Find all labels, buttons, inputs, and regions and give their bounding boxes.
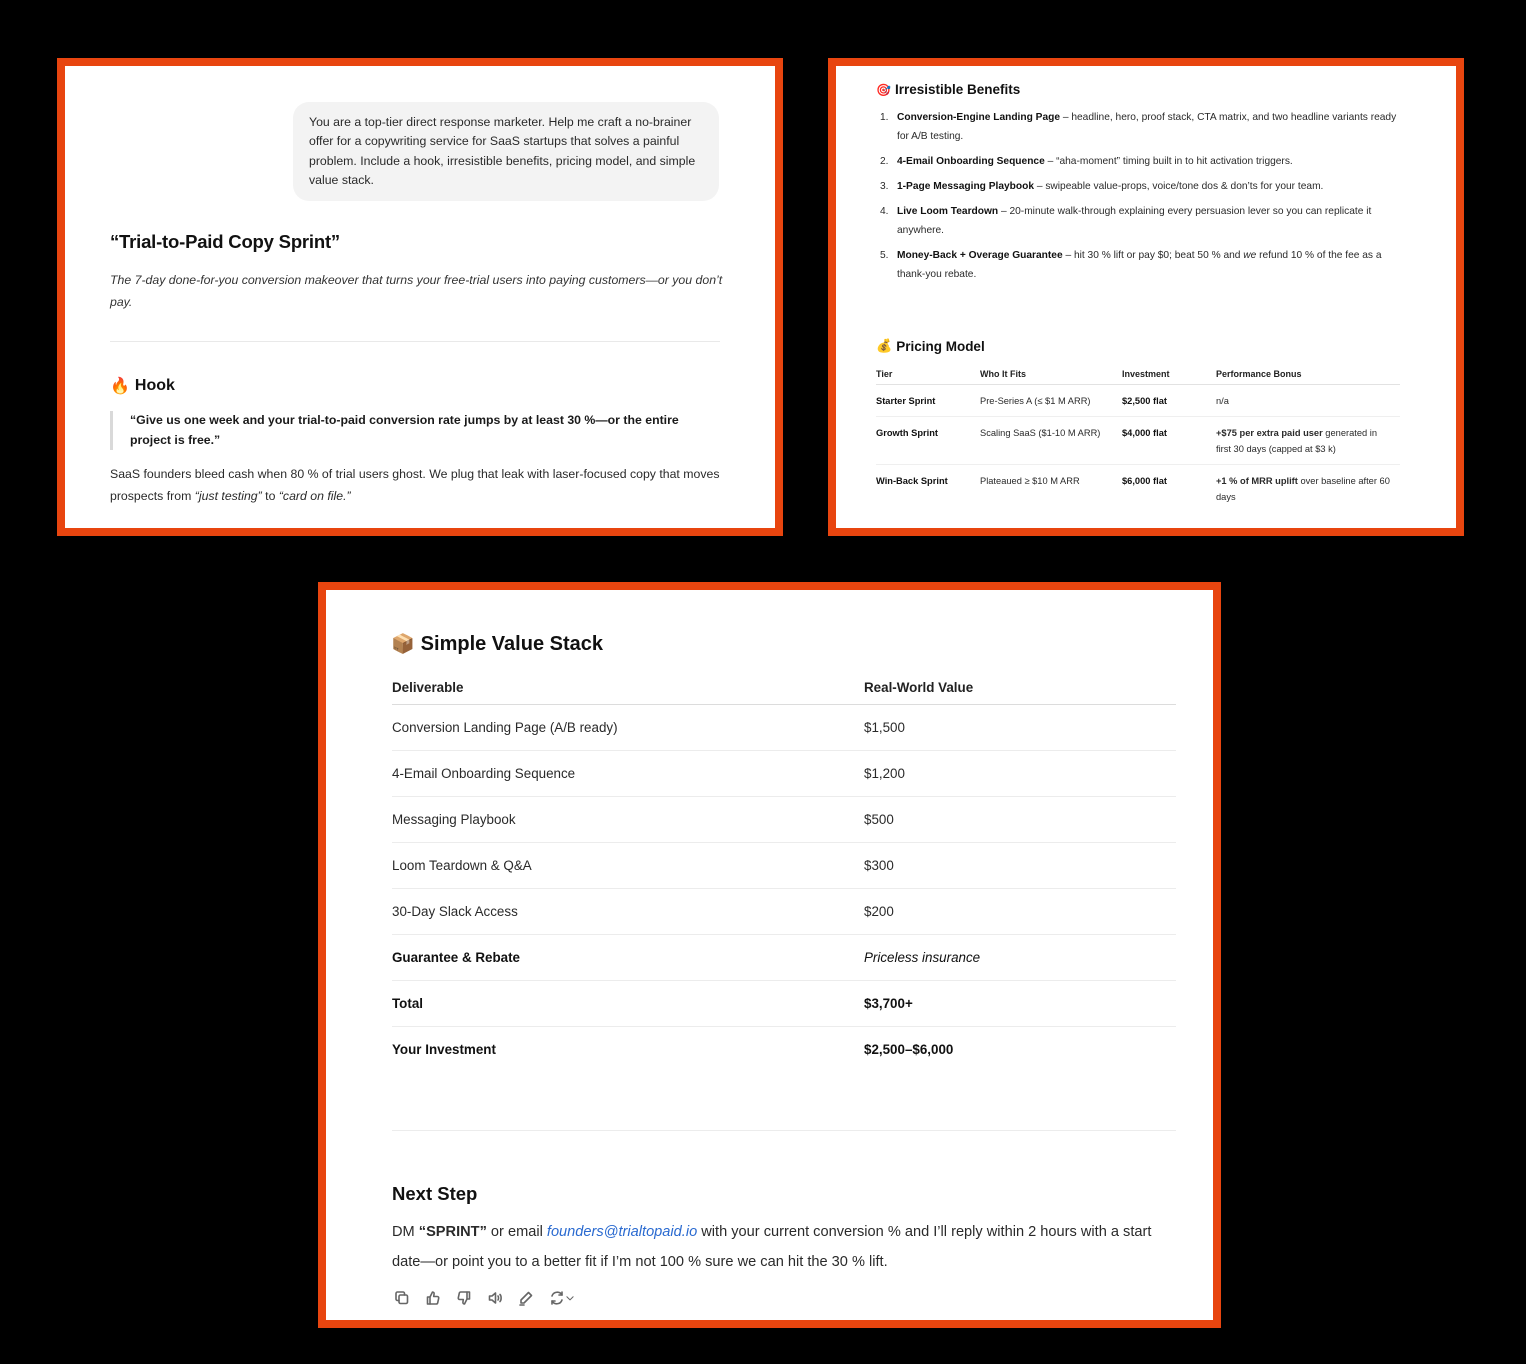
- table-row: Loom Teardown & Q&A $300: [392, 843, 1176, 889]
- benefits-heading-label: Irresistible Benefits: [894, 82, 1021, 97]
- value-stack-heading: [391, 632, 603, 656]
- user-prompt-bubble: You are a top-tier direct response marketer. Help me craft a no-brainer offer for a copywriting service for SaaS startups that solves a painful problem. Include a hook, irresistible benefits, pricing model, and simple value stack.: [293, 102, 719, 201]
- hook-heading: [110, 376, 175, 396]
- chat-panel-benefits-pricing: [828, 58, 1464, 536]
- chat-panel-offer: [57, 58, 783, 536]
- regenerate-icon[interactable]: [547, 1288, 577, 1307]
- list-item: 3. 1-Page Messaging Playbook – swipeable value-props, voice/tone dos & don’ts for your team.: [880, 181, 1324, 192]
- value-stack-heading-label: Simple Value Stack: [420, 632, 603, 655]
- hook-quote: “Give us one week and your trial-to-paid conversion rate jumps by at least 30 %—or the entire project is free.”: [110, 411, 720, 450]
- pricing-heading: [876, 338, 985, 354]
- benefits-list: [880, 108, 1398, 290]
- table-row: Guarantee & Rebate Priceless insurance: [392, 935, 1176, 981]
- list-item: 1. Conversion-Engine Landing Page – headline, hero, proof stack, CTA matrix, and two headline variants ready for A/B testing.: [880, 112, 1397, 142]
- fire-icon: 🔥: [110, 378, 130, 395]
- message-actions: [392, 1288, 577, 1307]
- benefits-heading: [876, 82, 1020, 97]
- value-stack-table: [392, 676, 1176, 1073]
- next-step-body: DM “SPRINT” or email founders@trialtopaid.io with your current conversion % and I’ll reply within 2 hours with a start date—or point you to a better fit if I’m not 100 % sure we can hit the 30 % lift.: [392, 1224, 1152, 1270]
- table-row: Win-Back Sprint Plateaued ≥ $10 M ARR $6,000 flat +1 % of MRR uplift over baseline after 60 days: [876, 476, 1390, 502]
- table-row: Messaging Playbook $500: [392, 797, 1176, 843]
- offer-title: “Trial-to-Paid Copy Sprint”: [110, 231, 340, 252]
- divider: [110, 341, 720, 342]
- target-icon: 🎯: [876, 82, 891, 97]
- table-row: 4-Email Onboarding Sequence $1,200: [392, 751, 1176, 797]
- pricing-heading-label: Pricing Model: [896, 338, 985, 354]
- list-item: 2. 4-Email Onboarding Sequence – “aha-moment” timing built in to hit activation triggers.: [880, 156, 1293, 167]
- thumbs-up-icon[interactable]: [423, 1288, 442, 1307]
- speaker-icon[interactable]: [485, 1288, 504, 1307]
- table-row: Your Investment $2,500–$6,000: [392, 1042, 954, 1058]
- money-bag-icon: 💰: [876, 338, 893, 353]
- table-header-row: [392, 676, 1176, 705]
- hook-body: SaaS founders bleed cash when 80 % of trial users ghost. We plug that leak with laser-focused copy that moves prospects from “just testing” to “card on file.”: [110, 467, 720, 503]
- column-header: Tier: [876, 366, 980, 385]
- table-row: Total $3,700+: [392, 981, 1176, 1027]
- chat-panel-value-stack: [318, 582, 1221, 1328]
- list-item: 4. Live Loom Teardown – 20-minute walk-through explaining every persuasion lever so you can replicate it anywhere.: [880, 206, 1372, 236]
- list-item: 5. Money-Back + Overage Guarantee – hit 30 % lift or pay $0; beat 50 % and we refund 10 % of the fee as a thank-you rebate.: [880, 250, 1382, 280]
- table-header-row: [876, 366, 1400, 385]
- column-header: Deliverable: [392, 676, 864, 705]
- thumbs-down-icon[interactable]: [454, 1288, 473, 1307]
- column-header: Performance Bonus: [1216, 366, 1400, 385]
- table-row: Growth Sprint Scaling SaaS ($1-10 M ARR) $4,000 flat +$75 per extra paid user generated in first 30 days (capped at $3 k): [876, 417, 1400, 465]
- copy-icon[interactable]: [392, 1288, 411, 1307]
- column-header: Investment: [1122, 366, 1216, 385]
- hook-heading-label: Hook: [134, 377, 175, 394]
- pricing-table: [876, 366, 1400, 512]
- table-row: 30-Day Slack Access $200: [392, 889, 1176, 935]
- chevron-down-icon: [565, 1293, 575, 1303]
- email-link[interactable]: founders@trialtopaid.io: [546, 1224, 698, 1240]
- edit-icon[interactable]: [516, 1288, 535, 1307]
- offer-subtitle: The 7-day done-for-you conversion makeover that turns your free-trial users into paying customers—or you don’t pay.: [110, 273, 723, 309]
- column-header: Who It Fits: [980, 366, 1122, 385]
- next-step-heading: Next Step: [392, 1183, 478, 1204]
- table-row: Starter Sprint Pre-Series A (≤ $1 M ARR) $2,500 flat n/a: [876, 385, 1400, 417]
- table-row: Conversion Landing Page (A/B ready) $1,500: [392, 705, 1176, 751]
- package-icon: 📦: [391, 634, 415, 655]
- column-header: Real-World Value: [864, 676, 1176, 705]
- divider: [392, 1130, 1176, 1131]
